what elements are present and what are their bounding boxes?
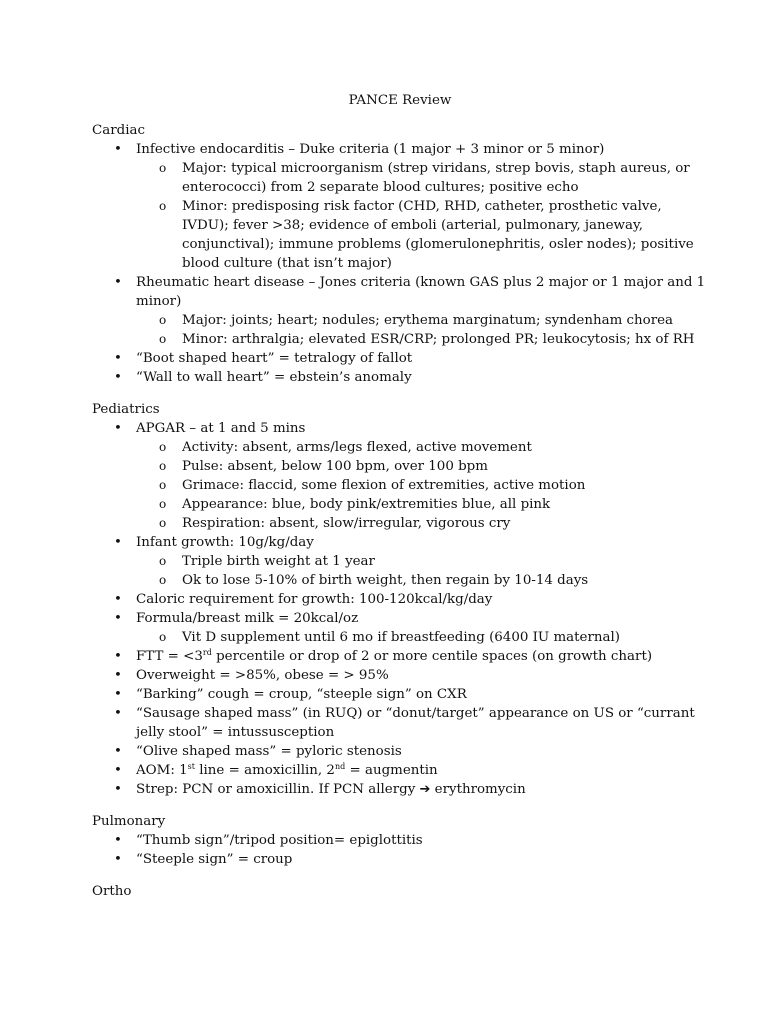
section-heading-cardiac: Cardiac [92,123,145,138]
list-item [92,761,708,780]
sublist [136,159,708,273]
list-item [92,780,708,799]
sublist [136,311,708,349]
arrow-right-icon: ➔ [419,782,431,797]
sublist-item: o Activity: absent, arms/legs flexed, active movement [136,438,708,457]
section-heading-pulmonary: Pulmonary [92,814,166,829]
list-item: • “Sausage shaped mass” (in RUQ) or “donut/target” appearance on US or “currant jelly stool” = intussusception [92,704,708,742]
item-text: FTT = <3 [136,649,203,664]
sublist-item: o Major: typical microorganism (strep viridans, strep bovis, staph aureus, or enterococci) from 2 separate blood cultures; positive echo [136,159,708,197]
sublist-item: o Minor: predisposing risk factor (CHD, RHD, catheter, prosthetic valve, IVDU); fever >38; evidence of emboli (arterial, pulmonary, janeway, conjunctival); immune problems (glomerulonephritis, osler nodes); positive blood culture (that isn’t major) [136,197,708,273]
item-text: Infective endocarditis – Duke criteria (1 major + 3 minor or 5 minor) [136,142,605,157]
item-text: Infant growth: 10g/kg/day [136,535,314,550]
sublist-item: o Vit D supplement until 6 mo if breastfeeding (6400 IU maternal) [136,628,708,647]
list-item [92,419,708,533]
sublist-item: o Major: joints; heart; nodules; erythema marginatum; syndenham chorea [136,311,708,330]
item-text: percentile or drop of 2 or more centile spaces (on growth chart) [211,649,653,664]
list-item: • “Wall to wall heart” = ebstein’s anomaly [92,368,708,387]
list-item: • “Barking” cough = croup, “steeple sign” on CXR [92,685,708,704]
sublist-item: o Triple birth weight at 1 year [136,552,708,571]
sublist-item: o Appearance: blue, body pink/extremities blue, all pink [136,495,708,514]
sublist-item: o Respiration: absent, slow/irregular, vigorous cry [136,514,708,533]
list-item: • Caloric requirement for growth: 100-120kcal/kg/day [92,590,708,609]
item-text: line = amoxicillin, 2 [194,763,335,778]
section-pediatrics [92,400,708,799]
list-item [92,273,708,349]
item-text: Formula/breast milk = 20kcal/oz [136,611,359,626]
item-text: AOM: 1 [136,763,188,778]
item-text: Strep: PCN or amoxicillin. If PCN allergy [136,782,420,797]
list-item: • “Boot shaped heart” = tetralogy of fallot [92,349,708,368]
pediatrics-list [92,419,708,799]
sublist-item: o Pulse: absent, below 100 bpm, over 100 bpm [136,457,708,476]
sublist [136,438,708,533]
list-item: • “Thumb sign”/tripod position= epiglottitis [92,831,708,850]
section-cardiac [92,121,708,387]
document-title: PANCE Review [348,93,452,108]
cardiac-list [92,140,708,387]
item-text: APGAR – at 1 and 5 mins [136,421,306,436]
list-item: • Overweight = >85%, obese = > 95% [92,666,708,685]
list-item: • “Steeple sign” = croup [92,850,708,869]
list-item: • “Olive shaped mass” = pyloric stenosis [92,742,708,761]
list-item [92,609,708,647]
section-ortho [92,882,708,901]
pulmonary-list [92,831,708,869]
sublist-item: o Grimace: flaccid, some flexion of extremities, active motion [136,476,708,495]
sublist-item: o Ok to lose 5-10% of birth weight, then regain by 10-14 days [136,571,708,590]
superscript: st [187,762,195,771]
superscript: rd [202,648,212,657]
list-item [92,647,708,666]
section-heading-pediatrics: Pediatrics [92,402,160,417]
superscript: nd [334,762,346,771]
item-text: = augmentin [345,763,438,778]
section-pulmonary [92,812,708,869]
sublist [136,552,708,590]
section-heading-ortho: Ortho [92,884,132,899]
sublist-item: o Minor: arthralgia; elevated ESR/CRP; prolonged PR; leukocytosis; hx of RH [136,330,708,349]
item-text: Rheumatic heart disease – Jones criteria (known GAS plus 2 major or 1 major and 1 minor) [136,275,706,309]
sublist [136,628,708,647]
item-text: erythromycin [430,782,526,797]
list-item [92,140,708,273]
list-item [92,533,708,590]
